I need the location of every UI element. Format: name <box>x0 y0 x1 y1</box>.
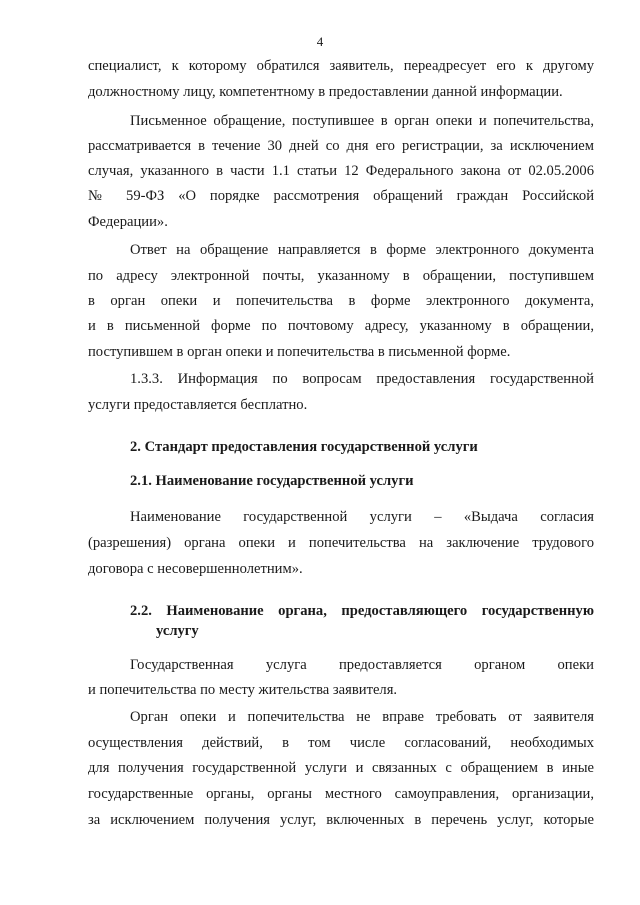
text-line: и в письменной форме по почтовому адресу, указанному в обращении, <box>88 318 594 334</box>
text-line: и попечительства по месту жительства заявителя. <box>88 682 398 698</box>
text-line: государственные органы, органы местного самоуправления, организации, <box>88 786 594 802</box>
text-line: услуги предоставляется бесплатно. <box>88 397 308 413</box>
text-line: специалист, к которому обратился заявитель, переадресует его к другому <box>88 58 594 74</box>
text-line: случая, указанного в части 1.1 статьи 12 Федерального закона от 02.05.2006 <box>88 163 594 179</box>
text-line: должностному лицу, компетентному в предоставлении данной информации. <box>88 84 563 100</box>
text-line: Орган опеки и попечительства не вправе требовать от заявителя <box>130 709 594 725</box>
text-line: Наименование государственной услуги – «Выдача согласия <box>130 509 594 525</box>
text-line: в орган опеки и попечительства в форме электронного документа, <box>88 293 594 309</box>
subsection-heading: 2.1. Наименование государственной услуги <box>130 473 414 489</box>
text-line: Ответ на обращение направляется в форме электронного документа <box>130 242 594 258</box>
text-line: для получения государственной услуги и связанных с обращением в иные <box>88 760 594 776</box>
subsection-heading-continuation: услугу <box>156 623 199 639</box>
page-number: 4 <box>316 34 324 49</box>
text-line: Письменное обращение, поступившее в орган опеки и попечительства, <box>130 113 594 129</box>
text-line: 1.3.3. Информация по вопросам предоставления государственной <box>130 371 594 387</box>
text-line: поступившем в орган опеки и попечительства в письменной форме. <box>88 344 511 360</box>
text-line: Государственная услуга предоставляется органом опеки <box>130 657 594 673</box>
text-line: за исключением получения услуг, включенных в перечень услуг, которые <box>88 812 594 828</box>
text-line: № 59-ФЗ «О порядке рассмотрения обращений граждан Российской <box>88 188 594 204</box>
text-line: договора с несовершеннолетним». <box>88 561 303 577</box>
section-heading: 2. Стандарт предоставления государственной услуги <box>130 439 478 455</box>
text-line: (разрешения) органа опеки и попечительства на заключение трудового <box>88 535 594 551</box>
text-line: Федерации». <box>88 214 168 230</box>
text-line: по адресу электронной почты, указанному в обращении, поступившем <box>88 268 594 284</box>
text-line: осуществления действий, в том числе согласований, необходимых <box>88 735 594 751</box>
text-line: рассматривается в течение 30 дней со дня его регистрации, за исключением <box>88 138 594 154</box>
subsection-heading: 2.2. Наименование органа, предоставляющего государственную <box>130 603 594 619</box>
